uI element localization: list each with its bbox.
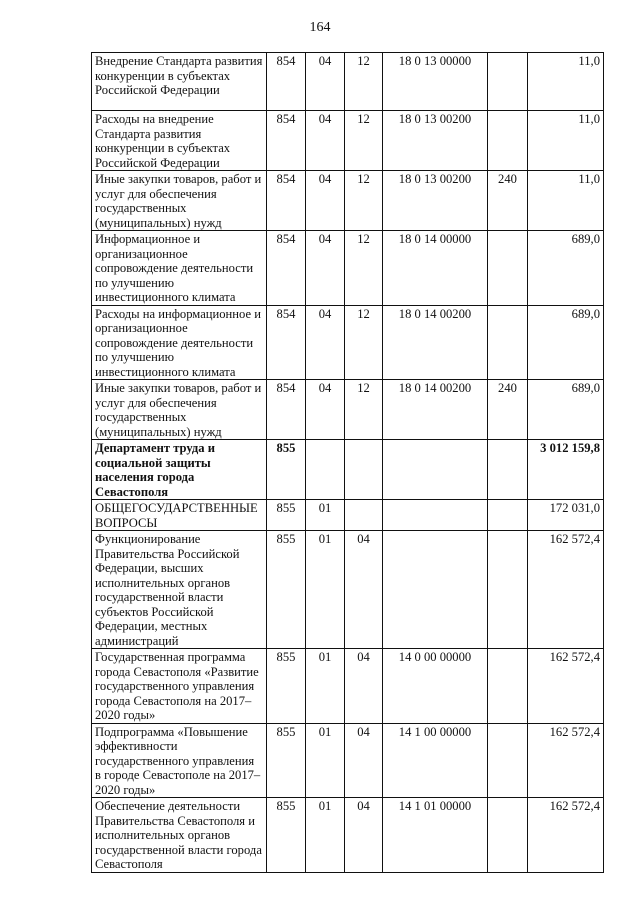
- amount: 162 572,4: [528, 798, 604, 873]
- row-name: Расходы на внедрение Стандарта развития конкуренции в субъектах Российской Федерации: [92, 111, 267, 171]
- expense-type-code: [488, 723, 528, 798]
- table-row: [92, 723, 604, 798]
- target-article-code: 18 0 13 00200: [383, 171, 488, 231]
- row-name: Иные закупки товаров, работ и услуг для обеспечения государственных (муниципальных) нужд: [92, 380, 267, 440]
- budget-table: [91, 52, 604, 873]
- table-row: [92, 111, 604, 171]
- subsection-code: 04: [345, 798, 383, 873]
- amount: 689,0: [528, 305, 604, 380]
- subsection-code: [345, 500, 383, 531]
- expense-type-code: [488, 53, 528, 111]
- subsection-code: 12: [345, 171, 383, 231]
- expense-type-code: [488, 440, 528, 500]
- amount: 3 012 159,8: [528, 440, 604, 500]
- target-article-code: 14 0 00 00000: [383, 649, 488, 724]
- table-row: [92, 231, 604, 306]
- amount: 11,0: [528, 53, 604, 111]
- grbs-code: 855: [267, 440, 306, 500]
- grbs-code: 854: [267, 305, 306, 380]
- amount: 162 572,4: [528, 723, 604, 798]
- expense-type-code: [488, 305, 528, 380]
- target-article-code: 18 0 14 00200: [383, 305, 488, 380]
- section-code: 01: [306, 649, 345, 724]
- section-code: 04: [306, 53, 345, 111]
- amount: 162 572,4: [528, 531, 604, 649]
- row-name: Информационное и организационное сопровождение деятельности по улучшению инвестиционного климата: [92, 231, 267, 306]
- amount: 689,0: [528, 231, 604, 306]
- section-code: 01: [306, 531, 345, 649]
- expense-type-code: [488, 798, 528, 873]
- section-code: 01: [306, 723, 345, 798]
- amount: 689,0: [528, 380, 604, 440]
- target-article-code: 18 0 13 00000: [383, 53, 488, 111]
- amount: 172 031,0: [528, 500, 604, 531]
- row-name: ОБЩЕГОСУДАРСТВЕННЫЕ ВОПРОСЫ: [92, 500, 267, 531]
- row-name: Государственная программа города Севастополя «Развитие государственного управления города Севастополя на 2017–2020 годы»: [92, 649, 267, 724]
- expense-type-code: 240: [488, 171, 528, 231]
- table-row: [92, 305, 604, 380]
- table-row: [92, 380, 604, 440]
- target-article-code: 14 1 00 00000: [383, 723, 488, 798]
- table-row: [92, 500, 604, 531]
- row-name: Внедрение Стандарта развития конкуренции в субъектах Российской Федерации: [92, 53, 267, 111]
- section-code: 04: [306, 111, 345, 171]
- row-name: Обеспечение деятельности Правительства Севастополя и исполнительных органов государственной власти города Севастополя: [92, 798, 267, 873]
- subsection-code: 12: [345, 111, 383, 171]
- subsection-code: 12: [345, 231, 383, 306]
- table-row: [92, 798, 604, 873]
- row-name: Иные закупки товаров, работ и услуг для обеспечения государственных (муниципальных) нужд: [92, 171, 267, 231]
- grbs-code: 854: [267, 53, 306, 111]
- subsection-code: 12: [345, 305, 383, 380]
- subsection-code: 04: [345, 531, 383, 649]
- target-article-code: [383, 531, 488, 649]
- amount: 162 572,4: [528, 649, 604, 724]
- table-row: [92, 53, 604, 111]
- table-row: [92, 649, 604, 724]
- subsection-code: 12: [345, 53, 383, 111]
- section-code: 01: [306, 500, 345, 531]
- target-article-code: [383, 500, 488, 531]
- target-article-code: 18 0 13 00200: [383, 111, 488, 171]
- target-article-code: 18 0 14 00000: [383, 231, 488, 306]
- grbs-code: 854: [267, 171, 306, 231]
- grbs-code: 855: [267, 649, 306, 724]
- row-name: Функционирование Правительства Российской Федерации, высших исполнительных органов государственной власти субъектов Российской Федерации, местных администраций: [92, 531, 267, 649]
- subsection-code: 04: [345, 723, 383, 798]
- page-number: 164: [309, 20, 331, 35]
- grbs-code: 855: [267, 723, 306, 798]
- subsection-code: 12: [345, 380, 383, 440]
- expense-type-code: [488, 111, 528, 171]
- row-name: Расходы на информационное и организационное сопровождение деятельности по улучшению инвестиционного климата: [92, 305, 267, 380]
- expense-type-code: [488, 531, 528, 649]
- grbs-code: 855: [267, 531, 306, 649]
- target-article-code: 14 1 01 00000: [383, 798, 488, 873]
- expense-type-code: [488, 500, 528, 531]
- table-row: [92, 531, 604, 649]
- expense-type-code: [488, 231, 528, 306]
- expense-type-code: 240: [488, 380, 528, 440]
- expense-type-code: [488, 649, 528, 724]
- amount: 11,0: [528, 111, 604, 171]
- grbs-code: 854: [267, 111, 306, 171]
- subsection-code: 04: [345, 649, 383, 724]
- section-code: 01: [306, 798, 345, 873]
- row-name: Департамент труда и социальной защиты населения города Севастополя: [92, 440, 267, 500]
- target-article-code: [383, 440, 488, 500]
- section-code: 04: [306, 380, 345, 440]
- section-code: 04: [306, 231, 345, 306]
- grbs-code: 855: [267, 798, 306, 873]
- grbs-code: 855: [267, 500, 306, 531]
- grbs-code: 854: [267, 231, 306, 306]
- table-row: [92, 171, 604, 231]
- target-article-code: 18 0 14 00200: [383, 380, 488, 440]
- amount: 11,0: [528, 171, 604, 231]
- table-row: [92, 440, 604, 500]
- row-name: Подпрограмма «Повышение эффективности государственного управления в городе Севастополе на 2017–2020 годы»: [92, 723, 267, 798]
- grbs-code: 854: [267, 380, 306, 440]
- section-code: [306, 440, 345, 500]
- subsection-code: [345, 440, 383, 500]
- section-code: 04: [306, 171, 345, 231]
- section-code: 04: [306, 305, 345, 380]
